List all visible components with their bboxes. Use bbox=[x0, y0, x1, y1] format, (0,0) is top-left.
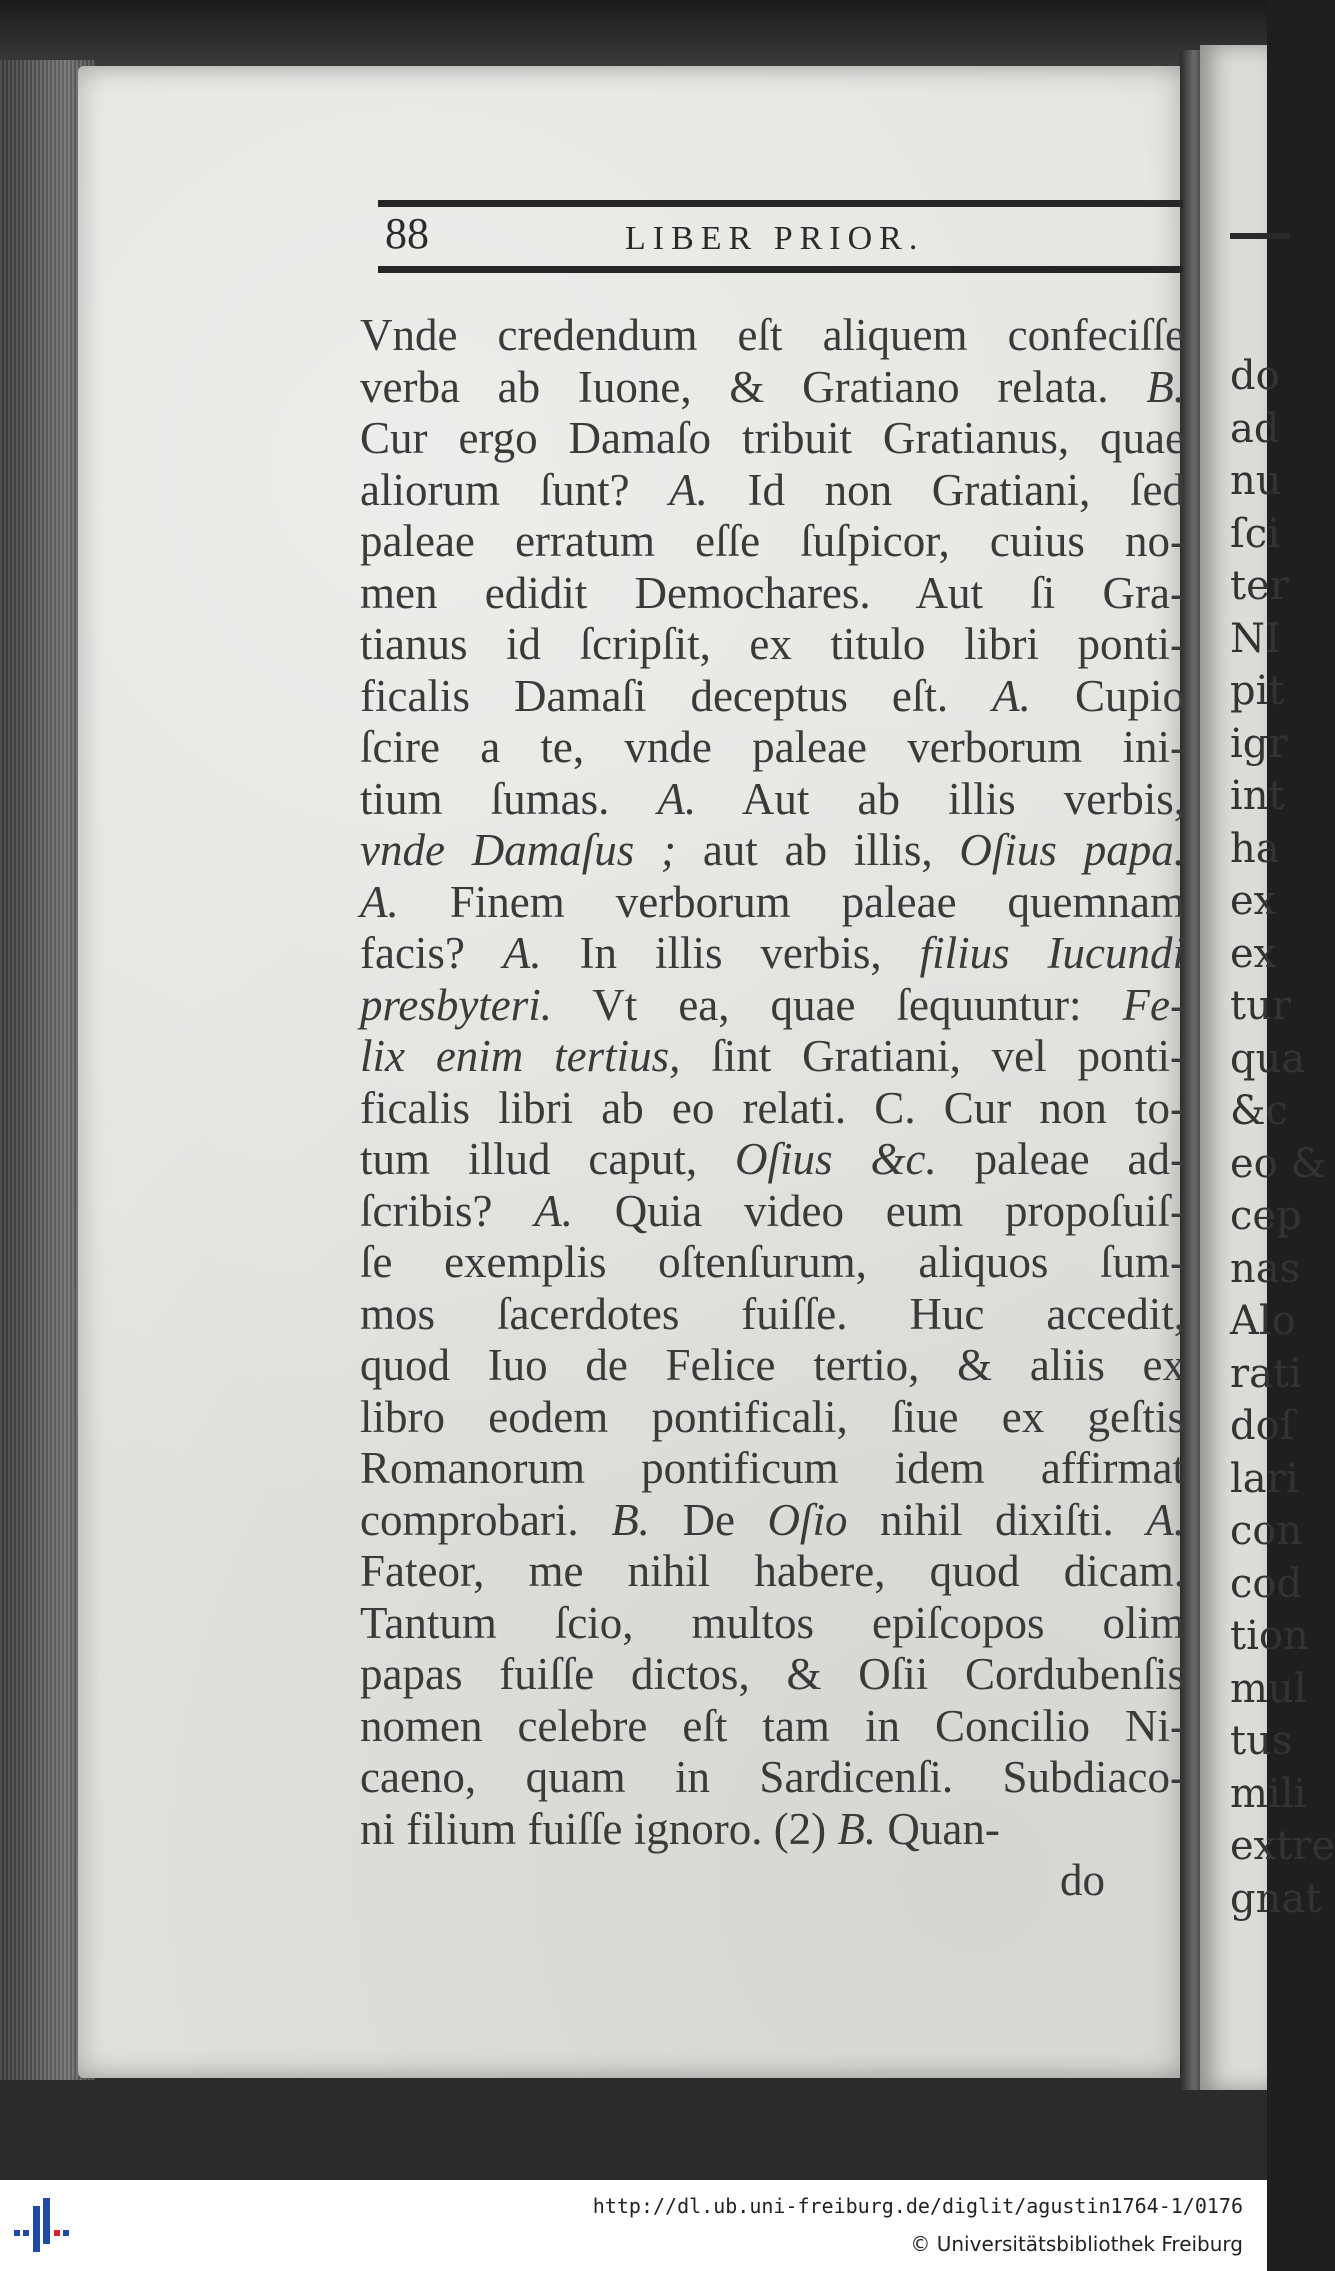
text-line bbox=[360, 671, 1185, 723]
text-line-content bbox=[360, 1598, 1185, 1650]
text-line bbox=[360, 619, 1185, 671]
text-line bbox=[360, 1598, 1185, 1650]
text-segment: comprobari. bbox=[360, 1494, 612, 1545]
italic-segment: Fe- bbox=[1122, 979, 1185, 1030]
page-number: 88 bbox=[385, 209, 429, 258]
text-line-content bbox=[360, 825, 1185, 877]
text-segment: ſe exemplis oſtenſurum, aliquos ſum- bbox=[360, 1237, 1185, 1287]
text-line-content bbox=[360, 1752, 1185, 1804]
text-line bbox=[360, 1546, 1185, 1598]
text-segment: Fateor, me nihil habere, quod dicam. bbox=[360, 1546, 1185, 1596]
text-segment: ni filium fuiſſe ignoro. (2) bbox=[360, 1803, 838, 1854]
text-line bbox=[360, 1237, 1185, 1289]
source-url[interactable]: http://dl.ub.uni-freiburg.de/diglit/agustin1764-1/0176 bbox=[592, 2194, 1243, 2218]
copyright-notice: © Universitätsbibliothek Freiburg bbox=[910, 2232, 1243, 2256]
facing-text-fragment: pit bbox=[1230, 668, 1285, 714]
facing-page bbox=[1200, 45, 1335, 2090]
text-segment: verba ab Iuone, & Gratiano relata. bbox=[360, 361, 1147, 412]
facing-text-fragment: eo & bbox=[1230, 1140, 1327, 1187]
header-rule-top bbox=[378, 200, 1183, 207]
text-line-content bbox=[360, 1443, 1185, 1495]
italic-segment: presbyteri. bbox=[360, 979, 553, 1030]
italic-segment: A. bbox=[534, 1185, 573, 1236]
italic-segment: Oſius &c. bbox=[735, 1134, 937, 1184]
text-line bbox=[360, 928, 1185, 980]
text-line bbox=[360, 1392, 1185, 1444]
facing-text-fragment: Alo bbox=[1230, 1298, 1296, 1344]
text-segment: ſcribis? bbox=[360, 1185, 535, 1236]
text-line-content bbox=[360, 1804, 1000, 1856]
facing-text-fragment: ha bbox=[1230, 825, 1280, 872]
text-segment: Finem verborum paleae quemnam bbox=[398, 876, 1185, 927]
text-segment: men edidit Demochares. Aut ſi Gra- bbox=[360, 567, 1185, 618]
facing-text-fragment: ex bbox=[1230, 878, 1277, 924]
italic-segment: Oſius papa. bbox=[959, 825, 1185, 875]
ub-freiburg-logo-icon bbox=[14, 2194, 78, 2258]
text-line-content bbox=[360, 1237, 1185, 1289]
text-line bbox=[360, 516, 1185, 568]
text-line-content bbox=[360, 619, 1185, 671]
facing-text-fragment: int bbox=[1230, 773, 1285, 819]
text-segment: De bbox=[649, 1494, 768, 1545]
text-line-content bbox=[360, 1701, 1185, 1753]
text-segment: ficalis libri ab eo relati. C. Cur non to- bbox=[360, 1082, 1185, 1133]
facing-text-fragment: doſ bbox=[1230, 1403, 1295, 1449]
text-segment: Vt ea, quae ſequuntur: bbox=[552, 979, 1123, 1030]
text-line bbox=[360, 362, 1185, 414]
facing-text-fragment: mili bbox=[1230, 1770, 1307, 1817]
italic-segment: B. bbox=[837, 1803, 877, 1854]
text-line-content bbox=[360, 928, 1185, 980]
facing-text-fragment: qua bbox=[1230, 1035, 1306, 1082]
text-line bbox=[360, 1186, 1185, 1238]
italic-segment: A. bbox=[360, 876, 399, 927]
facing-text-fragment: tion bbox=[1230, 1613, 1309, 1659]
text-segment: Cupio bbox=[1030, 670, 1185, 721]
text-segment: quod Iuo de Felice tertio, & aliis ex bbox=[360, 1340, 1185, 1390]
facing-text-fragment: NI bbox=[1230, 615, 1281, 662]
italic-segment: A. bbox=[992, 670, 1031, 721]
facing-text-fragment: mul bbox=[1230, 1665, 1307, 1712]
text-line bbox=[360, 1083, 1185, 1135]
text-line-content bbox=[360, 1546, 1185, 1598]
text-line-content bbox=[360, 1495, 1185, 1547]
facing-text-fragment: extre bbox=[1230, 1823, 1335, 1869]
text-line-content bbox=[360, 1031, 1185, 1083]
text-line bbox=[360, 1340, 1185, 1392]
text-segment: In illis verbis, bbox=[541, 928, 920, 978]
text-line-content bbox=[360, 516, 1185, 568]
text-segment: caeno, quam in Sardicenſi. Subdiaco- bbox=[360, 1752, 1185, 1802]
facing-text-fragment: nu bbox=[1230, 458, 1282, 504]
facing-page-text bbox=[1230, 350, 1335, 1925]
text-line-content bbox=[360, 1392, 1185, 1444]
footer-bar bbox=[0, 2180, 1267, 2271]
facing-text-fragment: lari bbox=[1230, 1455, 1299, 1502]
text-segment: tium ſumas. bbox=[360, 773, 658, 824]
text-line-content bbox=[360, 310, 1185, 362]
facing-header-rule bbox=[1230, 233, 1290, 239]
text-segment: libro eodem pontificali, ſiue ex geſtis bbox=[360, 1391, 1185, 1442]
text-segment: ſcire a te, vnde paleae verborum ini- bbox=[360, 722, 1185, 772]
catchword bbox=[360, 1855, 1185, 1907]
text-line bbox=[360, 413, 1185, 465]
text-line bbox=[360, 825, 1185, 877]
text-line-content bbox=[360, 465, 1185, 517]
facing-text-fragment: ex bbox=[1230, 930, 1277, 977]
facing-text-fragment: &c bbox=[1230, 1088, 1289, 1134]
facing-text-fragment: do bbox=[1230, 353, 1280, 399]
text-line bbox=[360, 1804, 1185, 1856]
text-line-content bbox=[360, 1289, 1185, 1341]
text-line bbox=[360, 465, 1185, 517]
text-segment: nomen celebre eſt tam in Concilio Ni- bbox=[360, 1700, 1185, 1751]
header-rule-bottom bbox=[378, 266, 1183, 273]
text-line bbox=[360, 310, 1185, 362]
facing-text-fragment: tur bbox=[1230, 983, 1291, 1029]
italic-segment: filius Iucundi bbox=[919, 928, 1186, 978]
text-line-content bbox=[360, 671, 1185, 723]
italic-segment: B. bbox=[611, 1494, 650, 1545]
text-segment: paleae erratum eſſe ſuſpicor, cuius no- bbox=[360, 516, 1185, 566]
facing-text-fragment: igr bbox=[1230, 720, 1288, 767]
facing-text-fragment: ter bbox=[1230, 563, 1289, 609]
text-line-content bbox=[360, 877, 1185, 929]
text-segment: aliorum ſunt? bbox=[360, 464, 670, 515]
text-line-content bbox=[360, 774, 1185, 826]
text-line-content bbox=[360, 362, 1185, 414]
text-segment: Vnde credendum eſt aliquem confeciſſe bbox=[360, 310, 1185, 360]
running-title: LIBER PRIOR. bbox=[625, 220, 925, 257]
text-line bbox=[360, 1701, 1185, 1753]
text-line bbox=[360, 722, 1185, 774]
text-line bbox=[360, 1134, 1185, 1186]
text-line bbox=[360, 1752, 1185, 1804]
top-dark-band bbox=[0, 0, 1267, 70]
italic-segment: vnde Damaſus ; bbox=[360, 825, 677, 875]
text-segment: Aut ab illis verbis, bbox=[696, 773, 1185, 824]
text-segment: Cur ergo Damaſo tribuit Gratianus, quae bbox=[360, 413, 1185, 463]
facing-text-fragment: rati bbox=[1230, 1350, 1302, 1397]
text-segment: Romanorum pontificum idem affirmat bbox=[360, 1443, 1185, 1493]
text-segment: mos ſacerdotes fuiſſe. Huc accedit, bbox=[360, 1288, 1185, 1339]
facing-text-fragment: gnat bbox=[1230, 1875, 1322, 1922]
facing-text-fragment: nas bbox=[1230, 1245, 1301, 1292]
text-line bbox=[360, 774, 1185, 826]
italic-segment: lix enim tertius, bbox=[360, 1031, 681, 1081]
text-segment: nihil dixiſti. bbox=[847, 1494, 1147, 1545]
facing-text-fragment: cod bbox=[1230, 1560, 1303, 1607]
italic-segment: A. bbox=[502, 928, 542, 978]
text-line bbox=[360, 877, 1185, 929]
facing-text-fragment: cep bbox=[1230, 1193, 1302, 1239]
text-line bbox=[360, 1031, 1185, 1083]
italic-segment: A. bbox=[1146, 1494, 1185, 1545]
text-line-content bbox=[360, 568, 1185, 620]
facing-text-fragment: ad bbox=[1230, 405, 1280, 452]
text-segment: Quia video eum propoſuiſ- bbox=[572, 1185, 1185, 1236]
text-line-content bbox=[360, 722, 1185, 774]
text-segment: facis? bbox=[360, 928, 503, 978]
text-segment: Tantum ſcio, multos epiſcopos olim bbox=[360, 1597, 1185, 1648]
text-segment: ſint Gratiani, vel ponti- bbox=[680, 1031, 1185, 1081]
text-line-content bbox=[360, 1083, 1185, 1135]
text-line-content bbox=[360, 1186, 1185, 1238]
facing-text-fragment: tus bbox=[1230, 1718, 1293, 1764]
text-line-content bbox=[360, 1340, 1185, 1392]
text-line bbox=[360, 980, 1185, 1032]
text-line bbox=[360, 1649, 1185, 1701]
text-line-content bbox=[360, 1134, 1185, 1186]
text-segment: tianus id ſcripſit, ex titulo libri ponti- bbox=[360, 619, 1185, 669]
text-segment: aut ab illis, bbox=[676, 825, 960, 875]
text-segment: paleae ad- bbox=[936, 1134, 1185, 1184]
text-line bbox=[360, 568, 1185, 620]
text-line bbox=[360, 1443, 1185, 1495]
text-segment: Quan- bbox=[876, 1803, 1000, 1854]
italic-segment: B. bbox=[1146, 361, 1185, 412]
text-segment: Id non Gratiani, ſed bbox=[707, 464, 1185, 515]
text-line-content bbox=[360, 980, 1185, 1032]
italic-segment: A. bbox=[657, 773, 697, 824]
text-line-content bbox=[360, 1649, 1185, 1701]
text-segment: ficalis Damaſi deceptus eſt. bbox=[360, 670, 993, 721]
italic-segment: A. bbox=[669, 464, 708, 515]
text-line bbox=[360, 1289, 1185, 1341]
text-line-content bbox=[360, 413, 1185, 465]
text-segment: papas fuiſſe dictos, & Oſii Cordubenſis bbox=[360, 1649, 1185, 1699]
catchword-text: do bbox=[1060, 1855, 1105, 1905]
text-segment: tum illud caput, bbox=[360, 1134, 736, 1184]
facing-text-fragment: con bbox=[1230, 1508, 1303, 1554]
italic-segment: Oſio bbox=[767, 1494, 848, 1545]
facing-text-fragment: ſci bbox=[1230, 510, 1280, 557]
page-body-text bbox=[360, 310, 1185, 1907]
text-line bbox=[360, 1495, 1185, 1547]
